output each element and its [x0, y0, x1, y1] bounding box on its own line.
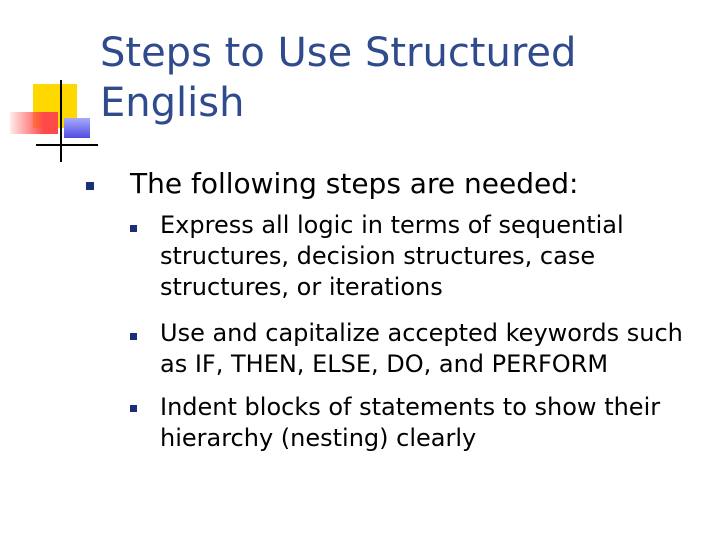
sub-bullet-line: Indent blocks of statements to show their	[160, 393, 661, 421]
slide-title-line-1: Steps to Use Structured	[100, 30, 577, 76]
sub-bullet-line: structures, decision structures, case	[160, 242, 596, 270]
sub-bullet-square-icon	[130, 405, 137, 412]
logo-blue-square	[64, 118, 90, 138]
sub-bullet-line: hierarchy (nesting) clearly	[160, 424, 477, 452]
bullet-item: The following steps are needed:	[130, 167, 579, 200]
sub-bullet-item	[160, 392, 700, 454]
slide-title	[100, 28, 680, 128]
logo-vertical-line	[60, 80, 62, 162]
sub-bullet-line: structures, or iterations	[160, 273, 443, 301]
slide-logo-decoration	[0, 0, 110, 170]
sub-bullet-item	[160, 318, 700, 380]
sub-bullet-line: as IF, THEN, ELSE, DO, and PERFORM	[160, 350, 609, 378]
logo-red-bar	[10, 112, 58, 134]
sub-bullet-line: Use and capitalize accepted keywords such	[160, 319, 683, 347]
bullet-square-icon	[86, 182, 94, 190]
sub-bullet-square-icon	[130, 225, 137, 232]
sub-bullet-line: Express all logic in terms of sequential	[160, 211, 624, 239]
sub-bullet-square-icon	[130, 333, 137, 340]
slide-title-line-2: English	[100, 80, 245, 126]
sub-bullet-item	[160, 210, 700, 303]
logo-horizontal-line	[36, 144, 98, 146]
